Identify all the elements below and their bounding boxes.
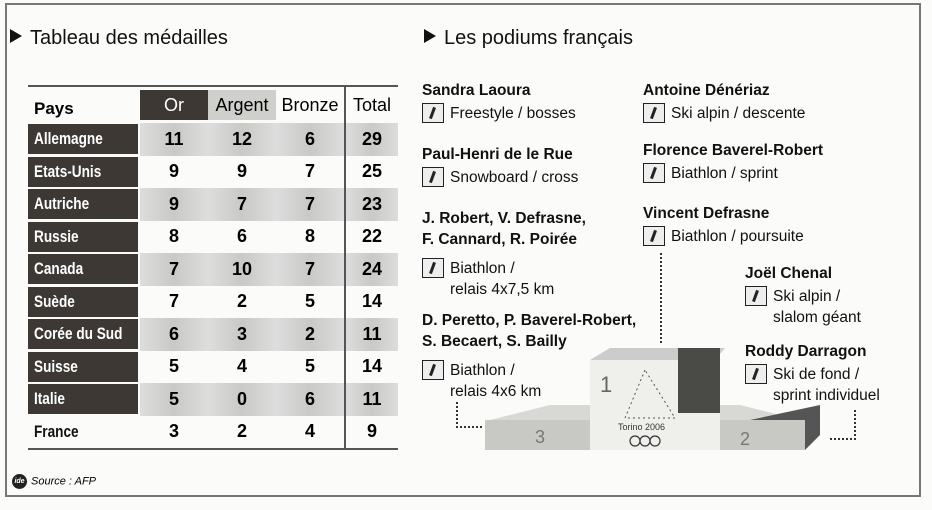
country-name: Russie (34, 226, 79, 246)
sport-label: Ski alpin / (773, 288, 841, 305)
source: ide Source : AFP (12, 474, 96, 489)
bronze-count: 4 (304, 421, 315, 442)
or-count: 9 (140, 188, 208, 221)
country-name: Italie (34, 389, 65, 409)
argent-count: 0 (208, 383, 276, 416)
podium-illustration (440, 340, 860, 470)
country-name: Allemagne (34, 129, 103, 149)
country-name: Suisse (34, 356, 78, 376)
or-count: 8 (168, 226, 179, 247)
country-cell (28, 352, 138, 382)
podium-entry (422, 208, 586, 300)
table-row (28, 318, 398, 351)
alpine-ski-icon (643, 103, 665, 123)
sport-label: Biathlon / poursuite (671, 228, 804, 245)
header-argent: Argent (208, 90, 276, 120)
athlete-name: S. Becaert, S. Bailly (422, 333, 567, 350)
argent-count: 7 (208, 188, 276, 221)
header-total: Total (344, 87, 398, 123)
dotted-connector (456, 402, 482, 428)
country-cell (28, 124, 138, 154)
or-count: 5 (168, 356, 179, 377)
total-count: 11 (344, 383, 398, 416)
athlete-name: F. Cannard, R. Poirée (422, 231, 578, 248)
french-podiums-title: Les podiums français (424, 27, 633, 50)
total-count: 14 (344, 286, 398, 319)
medal-table-title: Tableau des médailles (10, 27, 228, 50)
argent-count: 4 (236, 356, 247, 377)
or-count: 7 (168, 291, 179, 312)
argent-count: 9 (236, 161, 247, 182)
podium-entry (643, 140, 823, 184)
athlete-name: Paul-Henri de le Rue (422, 146, 573, 163)
sport-label: relais 4x7,5 km (450, 281, 555, 298)
country-cell (28, 417, 138, 447)
podium-entry (643, 80, 805, 124)
freestyle-icon (422, 103, 444, 123)
total-count: 29 (344, 123, 398, 156)
biathlon-icon (422, 258, 444, 278)
argent-count: 6 (236, 226, 247, 247)
athlete-name: D. Peretto, P. Baverel-Robert, (422, 312, 637, 329)
podium-entry (422, 144, 578, 188)
table-row (28, 286, 398, 319)
podium-number-1: 1 (600, 372, 613, 397)
table-row (28, 416, 398, 451)
sport-label: Biathlon / (450, 362, 515, 379)
table-row (28, 351, 398, 384)
sport-label: relais 4x6 km (450, 383, 542, 400)
bronze-count: 6 (276, 123, 344, 156)
bronze-count: 8 (304, 226, 315, 247)
dotted-connector (660, 253, 662, 343)
total-count: 11 (344, 318, 398, 351)
total-count: 24 (344, 253, 398, 286)
country-name: Etats-Unis (34, 161, 102, 181)
total-count: 25 (344, 156, 398, 189)
sport-label: Ski alpin / descente (671, 105, 806, 122)
sport-label: slalom géant (773, 309, 861, 326)
snowboard-icon (422, 167, 444, 187)
argent-count: 2 (236, 421, 247, 442)
sport-label: Ski de fond / (773, 366, 860, 383)
header-pays: Pays (34, 99, 74, 118)
header-or: Or (140, 90, 208, 120)
bronze-count: 7 (276, 253, 344, 286)
athlete-name: Florence Baverel-Robert (643, 142, 824, 159)
country-cell (28, 287, 138, 317)
or-count: 3 (168, 421, 179, 442)
sport-label: Snowboard / cross (450, 169, 579, 186)
total-count: 23 (344, 188, 398, 221)
dotted-connector (830, 410, 856, 440)
total-count: 14 (344, 351, 398, 384)
or-count: 9 (168, 161, 179, 182)
country-cell (28, 222, 138, 252)
argent-count: 12 (208, 123, 276, 156)
bronze-count: 7 (304, 161, 315, 182)
argent-count: 2 (236, 291, 247, 312)
table-row (28, 188, 398, 221)
table-row (28, 383, 398, 416)
table-row (28, 253, 398, 286)
country-name: Canada (34, 259, 84, 279)
country-cell (28, 319, 138, 349)
arrow-icon (10, 29, 22, 43)
athlete-name: Joël Chenal (745, 265, 832, 282)
table-header (28, 87, 398, 123)
podium-entry (745, 263, 861, 328)
bronze-count: 7 (276, 188, 344, 221)
alpine-ski-icon (745, 286, 767, 306)
publisher-logo: ide (12, 474, 27, 489)
table-row (28, 221, 398, 254)
sport-label: Freestyle / bosses (450, 105, 576, 122)
sport-label: Biathlon / sprint (671, 165, 778, 182)
country-name: Corée du Sud (34, 324, 123, 344)
medal-table (28, 85, 398, 450)
total-count: 22 (344, 221, 398, 254)
sport-label: sprint individuel (773, 387, 880, 404)
country-name: Suède (34, 291, 75, 311)
country-cell (28, 384, 138, 414)
argent-count: 3 (208, 318, 276, 351)
or-count: 5 (140, 383, 208, 416)
podium-number-3: 3 (535, 427, 546, 447)
header-bronze: Bronze (281, 94, 339, 115)
total-count: 9 (344, 416, 398, 449)
table-row (28, 156, 398, 189)
bronze-count: 5 (304, 291, 315, 312)
bronze-count: 6 (276, 383, 344, 416)
podium-entry (643, 203, 804, 247)
athlete-name: Sandra Laoura (422, 82, 531, 99)
country-name: France (34, 421, 79, 441)
or-count: 11 (140, 123, 208, 156)
or-count: 6 (140, 318, 208, 351)
athlete-name: Vincent Defrasne (643, 205, 770, 222)
country-name: Autriche (34, 194, 90, 214)
country-cell (28, 189, 138, 219)
bronze-count: 5 (304, 356, 315, 377)
torino-logo: Torino 2006 (618, 422, 666, 432)
biathlon-icon (643, 163, 665, 183)
athlete-name: Antoine Dénériaz (643, 82, 770, 99)
biathlon-icon (643, 226, 665, 246)
athlete-name: J. Robert, V. Defrasne, (422, 210, 586, 227)
country-cell (28, 254, 138, 284)
or-count: 7 (140, 253, 208, 286)
athlete-name: Roddy Darragon (745, 343, 867, 360)
podium-number-2: 2 (740, 429, 751, 449)
arrow-icon (424, 29, 436, 43)
sport-label: Biathlon / (450, 260, 515, 277)
bronze-count: 2 (276, 318, 344, 351)
country-cell (28, 157, 138, 187)
podium-entry (422, 80, 576, 124)
table-row (28, 123, 398, 156)
argent-count: 10 (208, 253, 276, 286)
